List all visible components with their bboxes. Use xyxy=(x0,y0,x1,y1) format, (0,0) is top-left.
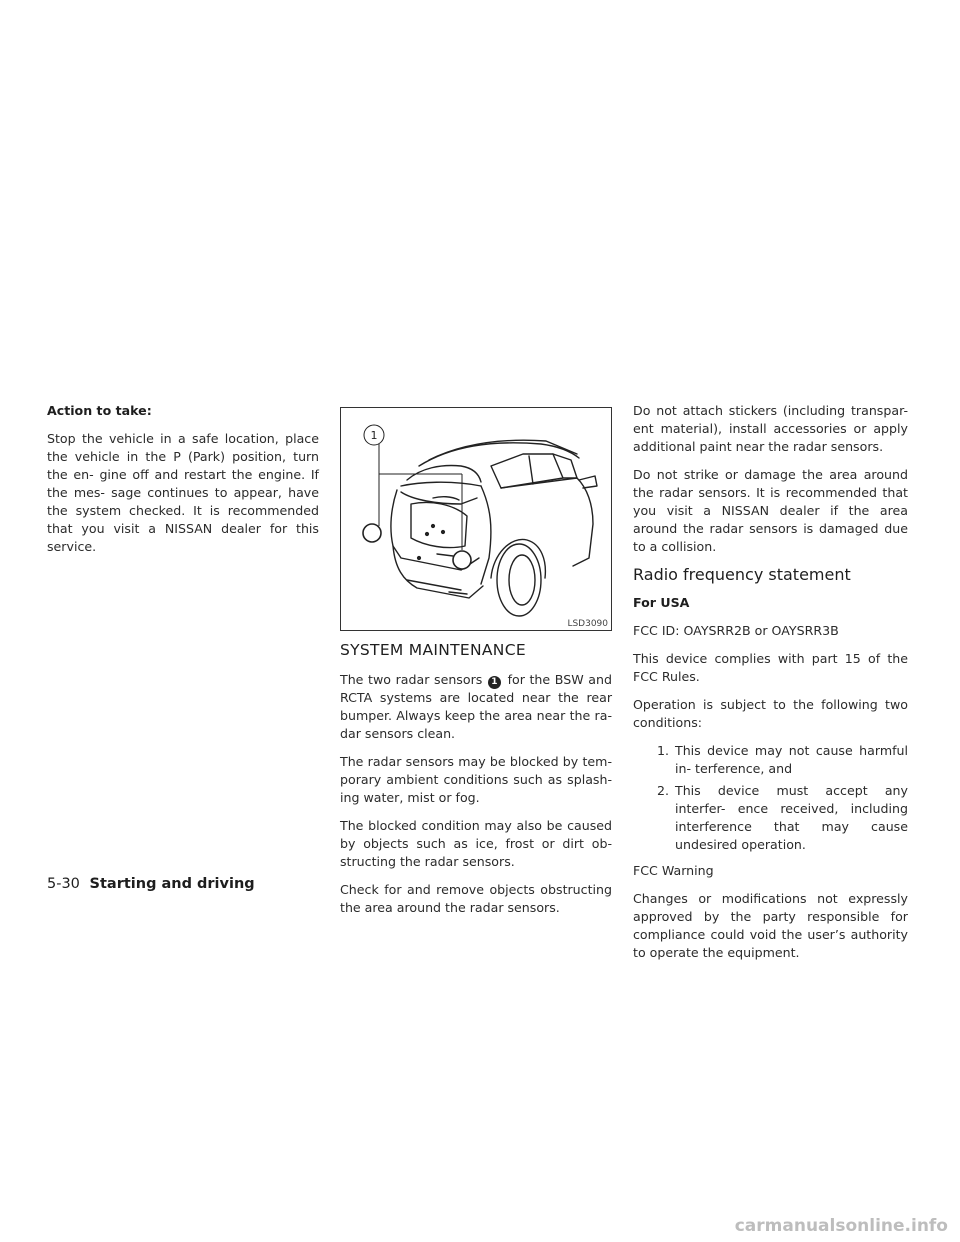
conditions-list xyxy=(633,742,908,854)
radar-sensor-left-marker xyxy=(363,524,381,542)
fcc-complies: This device complies with part 15 of the FCC Rules. xyxy=(633,651,908,684)
watermark: carmanualsonline.info xyxy=(734,1216,948,1236)
stickers-paragraph: Do not attach stickers (including transpar- ent material), install accessories or apply additional paint near the radar sensors. xyxy=(633,403,908,454)
radar-sensor-right-marker xyxy=(453,551,471,569)
figure-callout-number: 1 xyxy=(370,429,378,442)
action-heading: Action to take: xyxy=(47,403,152,418)
callout-1-marker: 1 xyxy=(488,676,501,689)
fcc-id: FCC ID: OAYSRR2B or OAYSRR3B xyxy=(633,623,839,638)
section-title: Starting and driving xyxy=(89,876,255,892)
system-maintenance-heading: SYSTEM MAINTENANCE xyxy=(340,641,526,659)
maintenance-p1-end: for the BSW and RCTA systems are located near the rear bumper. Always keep the area near the ra- dar sensors clean. xyxy=(340,672,612,741)
fcc-warning-title: FCC Warning xyxy=(633,863,714,878)
figure-code: LSD3090 xyxy=(567,619,608,629)
left-column xyxy=(47,402,319,566)
page-number: 5-30 xyxy=(47,876,80,892)
operation-statement: Operation is subject to the following two conditions: xyxy=(633,697,908,730)
list-item-text: This device may not cause harmful in- terference, and xyxy=(675,743,908,776)
maintenance-p1-start: The two radar sensors xyxy=(340,672,483,687)
radio-frequency-heading: Radio frequency statement xyxy=(633,565,851,584)
damage-paragraph: Do not strike or damage the area around the radar sensors. It is recommended that you visit a NISSAN dealer if the area around the radar sensors is damaged due to a collision. xyxy=(633,467,908,554)
rear-vehicle-illustration xyxy=(341,408,611,630)
middle-column xyxy=(340,407,612,927)
for-usa-subheading: For USA xyxy=(633,595,690,610)
maintenance-paragraph-3: The blocked condition may also be caused by objects such as ice, frost or dirt ob- structing the radar sensors. xyxy=(340,818,612,869)
list-item-number: 2. xyxy=(656,783,669,798)
radar-sensor-figure xyxy=(340,407,612,631)
list-item xyxy=(633,742,908,778)
list-item xyxy=(633,782,908,854)
maintenance-paragraph-1 xyxy=(340,671,612,743)
right-column xyxy=(633,402,908,972)
list-item-text: This device must accept any interfer- ence received, including interference that may cause undesired operation. xyxy=(675,783,908,852)
page-footer xyxy=(47,876,255,892)
maintenance-paragraph-4: Check for and remove objects obstructing the area around the radar sensors. xyxy=(340,882,612,915)
list-item-number: 1. xyxy=(656,743,669,758)
action-body: Stop the vehicle in a safe location, place the vehicle in the P (Park) position, turn the en- gine off and restart the engine. If the mes- sage continues to appear, have the system checked. It is recommended that you visit a NISSAN dealer for this service. xyxy=(47,431,319,554)
fcc-warning-body: Changes or modifications not expressly approved by the party responsible for compliance could void the user’s authority to operate the equipment. xyxy=(633,891,908,960)
maintenance-paragraph-2: The radar sensors may be blocked by tem- porary ambient conditions such as splash- ing water, mist or fog. xyxy=(340,754,612,805)
